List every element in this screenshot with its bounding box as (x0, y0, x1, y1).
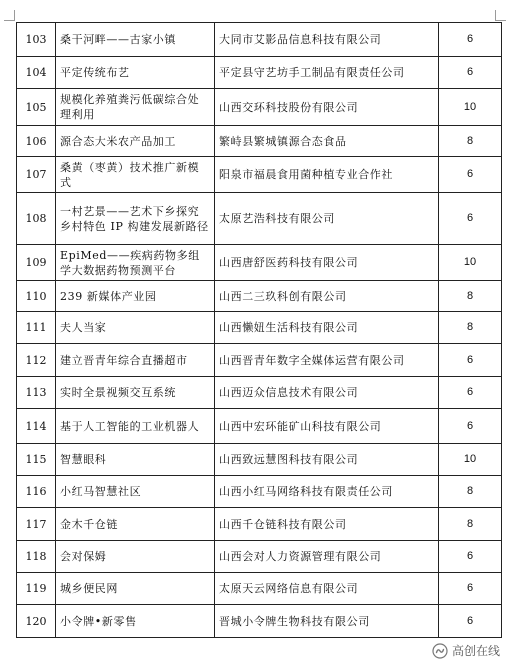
page-corner-mark-right (495, 10, 506, 21)
table-row (17, 193, 502, 245)
table-row (17, 444, 502, 476)
watermark (432, 642, 500, 659)
company-name: 大同市艾影品信息科技有限公司 (215, 23, 439, 57)
company-name: 繁峙县繁城镇源合态食品 (215, 126, 439, 157)
company-name: 山西会对人力资源管理有限公司 (215, 541, 439, 573)
row-number: 103 (17, 23, 56, 57)
company-name: 山西唐舒医药科技有限公司 (215, 245, 439, 281)
row-number: 105 (17, 89, 56, 126)
table-row (17, 541, 502, 573)
company-name: 山西千仓链科技有限公司 (215, 508, 439, 541)
company-name: 山西迈众信息技术有限公司 (215, 377, 439, 409)
score-cell: 6 (439, 23, 502, 57)
score-cell: 10 (439, 444, 502, 476)
row-number: 113 (17, 377, 56, 409)
company-name: 阳泉市福晨食用菌种植专业合作社 (215, 157, 439, 193)
project-name: 239 新媒体产业园 (56, 281, 215, 312)
score-cell: 10 (439, 89, 502, 126)
score-cell: 8 (439, 476, 502, 508)
project-name: 会对保姆 (56, 541, 215, 573)
table-row (17, 312, 502, 344)
score-cell: 8 (439, 508, 502, 541)
project-name: 桑干河畔——古家小镇 (56, 23, 215, 57)
score-cell: 10 (439, 245, 502, 281)
company-name: 晋城小令牌生物科技有限公司 (215, 605, 439, 638)
row-number: 119 (17, 573, 56, 605)
score-cell: 6 (439, 377, 502, 409)
score-cell: 6 (439, 193, 502, 245)
score-cell: 8 (439, 126, 502, 157)
table-row (17, 281, 502, 312)
score-cell: 6 (439, 57, 502, 89)
company-name: 山西晋青年数字全媒体运营有限公司 (215, 344, 439, 377)
row-number: 106 (17, 126, 56, 157)
row-number: 110 (17, 281, 56, 312)
project-name: 城乡便民网 (56, 573, 215, 605)
project-name: 平定传统布艺 (56, 57, 215, 89)
row-number: 115 (17, 444, 56, 476)
table-row (17, 476, 502, 508)
project-name: 规模化养殖粪污低碳综合处理利用 (56, 89, 215, 126)
project-name: 小令牌•新零售 (56, 605, 215, 638)
company-name: 山西二三玖科创有限公司 (215, 281, 439, 312)
company-name: 山西交环科技股份有限公司 (215, 89, 439, 126)
table-row (17, 573, 502, 605)
project-name: EpiMed——疾病药物多组学大数据药物预测平台 (56, 245, 215, 281)
score-cell: 6 (439, 409, 502, 444)
project-name: 夫人当家 (56, 312, 215, 344)
row-number: 114 (17, 409, 56, 444)
table-row (17, 157, 502, 193)
project-name: 建立晋青年综合直播超市 (56, 344, 215, 377)
project-name: 金木千仓链 (56, 508, 215, 541)
row-number: 116 (17, 476, 56, 508)
page-corner-mark-left (4, 10, 15, 21)
row-number: 107 (17, 157, 56, 193)
company-name: 山西懒妞生活科技有限公司 (215, 312, 439, 344)
row-number: 104 (17, 57, 56, 89)
row-number: 120 (17, 605, 56, 638)
company-name: 山西小红马网络科技有限责任公司 (215, 476, 439, 508)
score-cell: 6 (439, 157, 502, 193)
project-name: 桑黄（枣黄）技术推广新模式 (56, 157, 215, 193)
row-number: 108 (17, 193, 56, 245)
row-number: 111 (17, 312, 56, 344)
watermark-text: 高创在线 (451, 644, 500, 658)
row-number: 118 (17, 541, 56, 573)
row-number: 109 (17, 245, 56, 281)
table-row (17, 23, 502, 57)
row-number: 117 (17, 508, 56, 541)
score-cell: 6 (439, 605, 502, 638)
table-row (17, 89, 502, 126)
project-table (16, 22, 502, 638)
table-row (17, 57, 502, 89)
company-name: 山西中宏环能矿山科技有限公司 (215, 409, 439, 444)
company-name: 平定县守艺坊手工制品有限责任公司 (215, 57, 439, 89)
score-cell: 6 (439, 344, 502, 377)
table-row (17, 409, 502, 444)
table-row (17, 377, 502, 409)
table-row (17, 126, 502, 157)
table-row (17, 245, 502, 281)
project-name: 小红马智慧社区 (56, 476, 215, 508)
company-name: 太原天云网络信息有限公司 (215, 573, 439, 605)
project-name: 智慧眼科 (56, 444, 215, 476)
score-cell: 8 (439, 312, 502, 344)
score-cell: 8 (439, 281, 502, 312)
table-row (17, 605, 502, 638)
wechat-channel-icon (432, 643, 448, 659)
table-row (17, 508, 502, 541)
company-name: 山西致远慧图科技有限公司 (215, 444, 439, 476)
project-name: 一村艺景——艺术下乡探究乡村特色 IP 构建发展新路径 (56, 193, 215, 245)
project-name: 源合态大米农产品加工 (56, 126, 215, 157)
table-row (17, 344, 502, 377)
project-name: 实时全景视频交互系统 (56, 377, 215, 409)
score-cell: 6 (439, 573, 502, 605)
project-name: 基于人工智能的工业机器人 (56, 409, 215, 444)
score-cell: 6 (439, 541, 502, 573)
company-name: 太原艺浩科技有限公司 (215, 193, 439, 245)
row-number: 112 (17, 344, 56, 377)
